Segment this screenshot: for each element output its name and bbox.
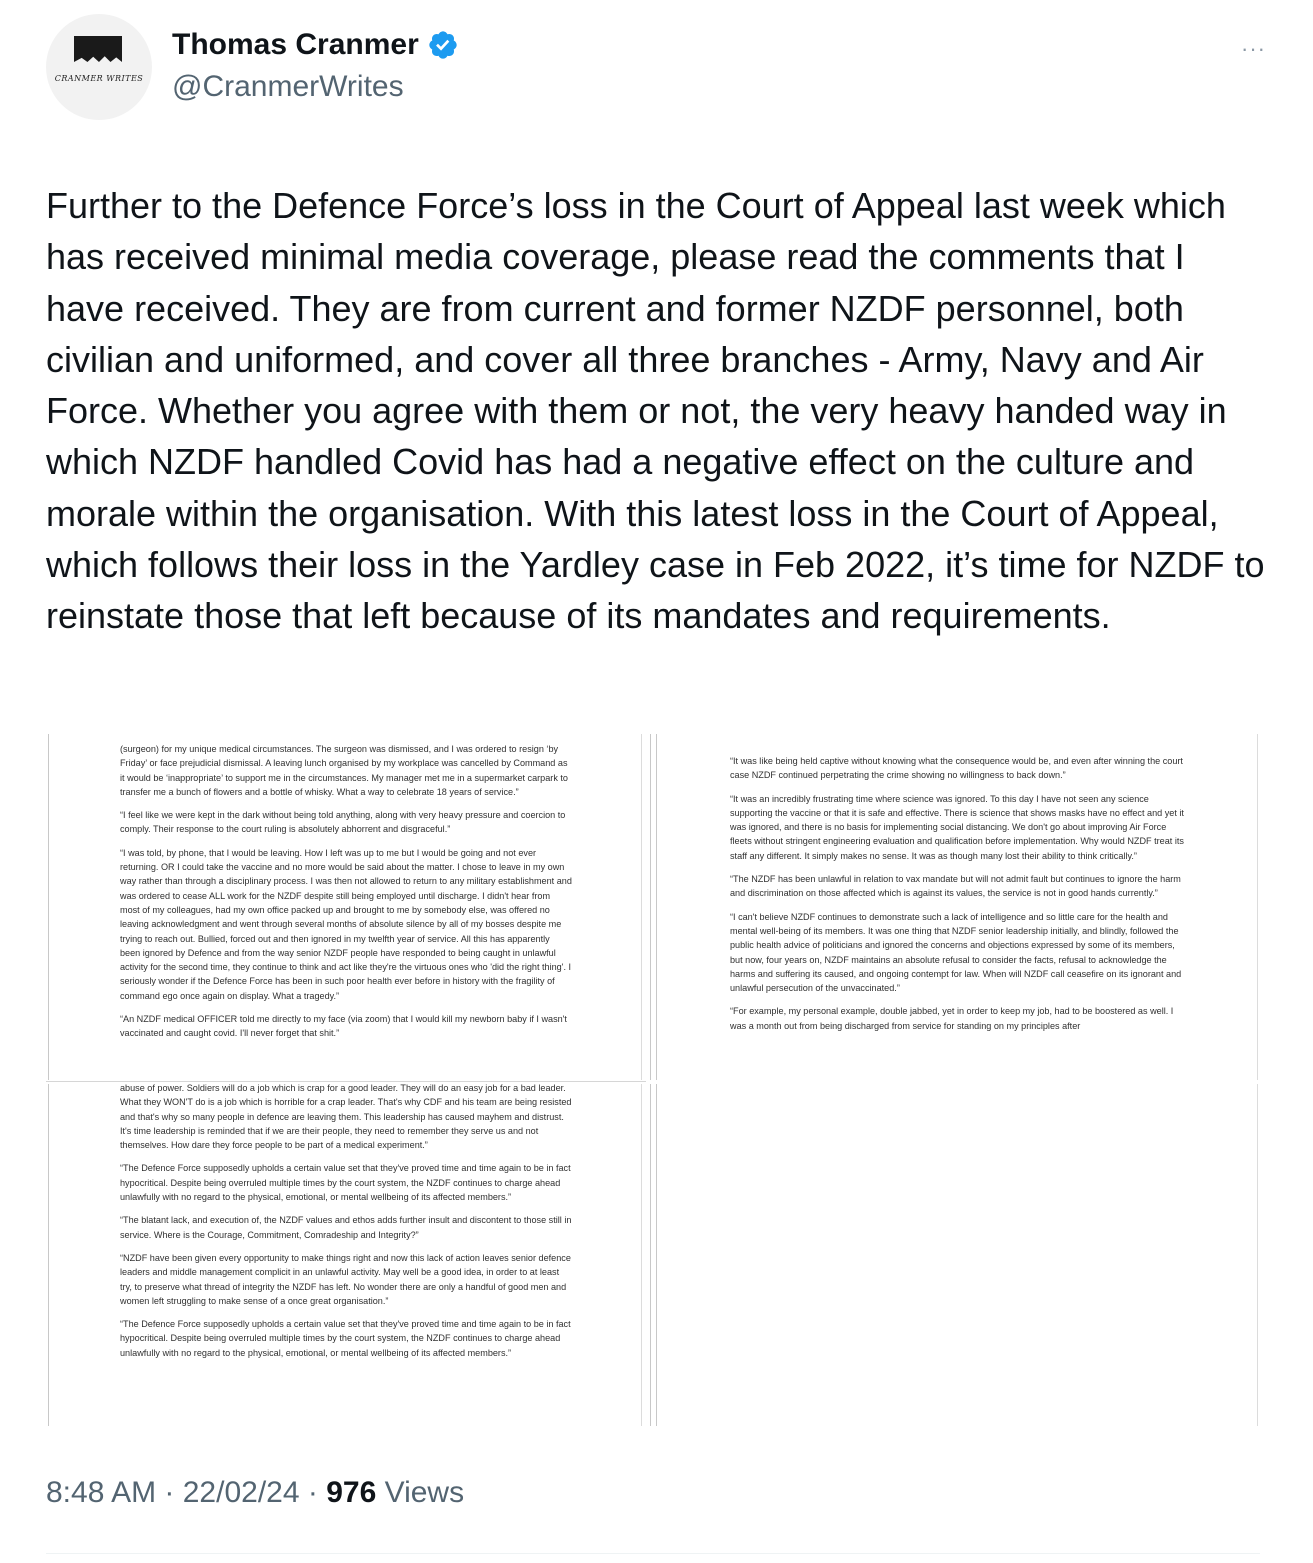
views-count[interactable]: 976 [326, 1476, 377, 1509]
page-divider [46, 1081, 646, 1082]
meta-separator: · [299, 1476, 327, 1509]
tweet-meta [46, 1476, 464, 1510]
tweet-media-image[interactable] [46, 734, 1260, 1426]
tweet-date[interactable]: 22/02/24 [182, 1476, 300, 1509]
more-options-icon[interactable]: ··· [1241, 36, 1266, 61]
name-row [172, 28, 459, 62]
avatar-logo-text: CRANMER WRITES [54, 74, 144, 83]
avatar[interactable] [46, 14, 152, 120]
tweet-text: Further to the Defence Force’s loss in the Court of Appeal last week which has received minimal media coverage, please read the comments that I have received. They are from current and former NZDF personnel, both civilian and uniformed, and cover all three branches - Army, Navy and Air Force. Whether you agree with them or not, the very heavy handed way in which NZDF handled Covid has had a negative effect on the culture and morale within the organisation. With this latest loss in the Court of Appeal, which follows their loss in the Yardley case in Feb 2022, it’s time for NZDF to reinstate those that left because of its mandates and requirements. [46, 185, 1265, 637]
tweet-header [46, 14, 1266, 124]
document-page-top-left [46, 734, 642, 1080]
verified-badge-icon [427, 29, 459, 61]
document-text-bottom-left: abuse of power. Soldiers will do a job which is crap for a good leader. They will do an easy job for a bad leader. What they WON'T do is a job which is horrible for a crap leader. That's why CDF and his team are being resisted and that's why so many people in defence are leaving them. This leadership has caused mayhem and distrust. It's time leadership is reminded that if we are their people, they need to remember they serve us and not themselves. How dare they force people to be part of a medical experiment.” “The Defence Force supposedly upholds a certain value set that they've proved time and time again to be in fact hypocritical. Despite being overruled multiple times by the court system, the NZDF continues to charge ahead unlawfully with no regard to the physical, emotional, or mental wellbeing of its affected members.” “The blatant lack, and execution of, the NZDF values and ethos adds further insult and discontent to those still in service. Where is the Courage, Commitment, Comradeship and Integrity?” “NZDF have been given every opportunity to make things right and now this lack of action leaves senior defence leaders and middle management complicit in an unlawful activity. May well be a good idea, in order to at least try, to preserve what thread of integrity the NZDF has left. No wonder there are only a handful of good men and women left struggling to make sense of a once great organisation.” “The Defence Force supposedly upholds a certain value set that they've proved time and time again to be in fact hypocritical. Despite being overruled multiple times by the court system, the NZDF continues to charge ahead unlawfully with no regard to the physical, emotional, or mental wellbeing of its affected members.” [120, 1084, 572, 1358]
document-page-bottom-right [650, 1084, 1260, 1426]
document-text-top-left: (surgeon) for my unique medical circumstances. The surgeon was dismissed, and I was ordered to resign ‘by Friday’ or face prejudicial dismissal. A leaving lunch organised by my workplace was cancelled by Command as it would be ‘inappropriate’ to support me in the circumstances. My manager met me in a supermarket carpark to transfer me a bunch of flowers and a bottle of whisky. What a way to celebrate 18 years of service.” “I feel like we were kept in the dark without being told anything, along with very heavy pressure and coercion to comply. Their response to the court ruling is absolutely abhorrent and disgraceful.” “I was told, by phone, that I would be leaving. How I left was up to me but I would be going and not ever returning. OR I could take the vaccine and no more would be said about the matter. I chose to leave in my own way rather than through a disciplinary process. I was then not allowed to return to any military establishment and was ordered to cease ALL work for the NZDF despite still being employed until discharge. I didn't hear from most of my colleagues, had my own office packed up and brought to me by somebody else, was offered no leaving acknowledgment and went through several months of absolute silence by all of my bosses despite me trying to reach out. Bullied, forced out and then ignored in my twelfth year of service. All this has apparently been ignored by Defence and from the way senior NZDF people have responded to being caught in unlawful activity for the second time, they continue to think and act like they're the virtuous ones who 'did the right thing'. I seriously wonder if the Defence Force has been in such poor health ever before in history with the fragility of command ego once again on display. What a tragedy.” “An NZDF medical OFFICER told me directly to my face (via zoom) that I would kill my newborn baby if I wasn't vaccinated and caught covid. I'll never forget that shit.” [120, 744, 572, 1039]
document-page-bottom-left [46, 1084, 642, 1426]
document-text-top-right: “It was like being held captive without knowing what the consequence would be, and even after winning the court case NZDF continued perpetrating the crime showing no willingness to back down.” “It was an incredibly frustrating time where science was ignored. To this day I have not seen any science supporting the vaccine or that it is safe and effective. There is science that shows masks have no effect and yet it was ignored, and there is no basis for implementing social distancing. We don't go about improving Air Force fleets without stringent engineering evaluation and qualification before implementation. Why would NZDF treat its staff any different. It simply makes no sense. It was as though many lost their ability to think critically.” “The NZDF has been unlawful in relation to vax mandate but will not admit fault but continues to ignore the harm and discrimination on those affected which is against its values, the service is not in good hands currently.” “I can't believe NZDF continues to demonstrate such a lack of intelligence and so little care for the health and mental well-being of its members. It was one thing that NZDF senior leadership initially, and blindly, followed the public health advice of politicians and ignored the concerns and objections expressed by some of its members, but now, four years on, NZDF maintains an absolute refusal to consider the facts, refusal to acknowledge the harms and suffering its caused, and ongoing contempt for law. When will NZDF call ceasefire on its ignorant and unlawful persecution of the unvaccinated.” “For example, my personal example, double jabbed, yet in order to keep my job, had to be boostered as well. I was a month out from being discharged from service for standing on my principles after [730, 756, 1184, 1031]
bottom-divider [46, 1553, 1260, 1554]
document-page-top-right [650, 734, 1260, 1080]
user-handle[interactable]: @CranmerWrites [172, 70, 404, 103]
tweet-time[interactable]: 8:48 AM [46, 1476, 157, 1509]
views-label: Views [376, 1476, 465, 1509]
display-name[interactable]: Thomas Cranmer [172, 28, 419, 61]
meta-separator: · [156, 1476, 183, 1509]
logo-shape [74, 36, 122, 62]
